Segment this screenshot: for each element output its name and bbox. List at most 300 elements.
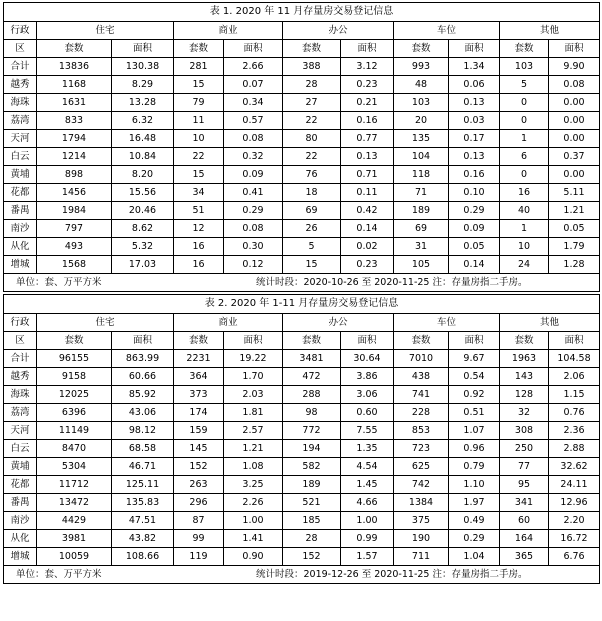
area-cell: 0.51 (449, 404, 500, 422)
area-cell: 1.81 (224, 404, 283, 422)
area-cell: 1.35 (341, 440, 394, 458)
area-cell: 2.88 (549, 440, 600, 458)
area-cell: 0.12 (224, 256, 283, 274)
district-header: 区 (4, 332, 37, 350)
area-cell: 0.71 (341, 166, 394, 184)
district-name: 从化 (4, 530, 37, 548)
table-row (4, 166, 600, 184)
count-cell: 194 (283, 440, 341, 458)
count-cell: 16 (174, 238, 224, 256)
count-cell: 103 (500, 58, 549, 76)
sub-header: 套数 (174, 332, 224, 350)
table-row (4, 94, 600, 112)
sub-header: 套数 (37, 40, 112, 58)
district-name: 天河 (4, 130, 37, 148)
area-cell: 0.10 (449, 184, 500, 202)
count-cell: 493 (37, 238, 112, 256)
area-cell: 0.02 (341, 238, 394, 256)
area-cell: 0.14 (341, 220, 394, 238)
count-cell: 0 (500, 166, 549, 184)
count-cell: 28 (283, 530, 341, 548)
area-cell: 1.00 (224, 512, 283, 530)
area-cell: 863.99 (112, 350, 174, 368)
count-cell: 250 (500, 440, 549, 458)
area-cell: 1.21 (549, 202, 600, 220)
area-cell: 5.11 (549, 184, 600, 202)
count-cell: 281 (174, 58, 224, 76)
category-header: 其他 (500, 314, 600, 332)
count-cell: 80 (283, 130, 341, 148)
area-cell: 1.04 (449, 548, 500, 566)
count-cell: 15 (283, 256, 341, 274)
area-cell: 0.17 (449, 130, 500, 148)
area-cell: 0.11 (341, 184, 394, 202)
area-cell: 1.08 (224, 458, 283, 476)
area-cell: 98.12 (112, 422, 174, 440)
area-cell: 0.13 (449, 94, 500, 112)
count-cell: 79 (174, 94, 224, 112)
category-header: 住宅 (37, 314, 174, 332)
area-cell: 0.13 (341, 148, 394, 166)
unit-note: 单位：套、万平方米 (16, 569, 102, 580)
area-cell: 7.55 (341, 422, 394, 440)
count-cell: 16 (174, 256, 224, 274)
area-cell: 0.99 (341, 530, 394, 548)
area-cell: 0.16 (341, 112, 394, 130)
district-name: 天河 (4, 422, 37, 440)
district-name: 白云 (4, 440, 37, 458)
sub-header: 面积 (549, 332, 600, 350)
area-cell: 1.79 (549, 238, 600, 256)
count-cell: 228 (394, 404, 449, 422)
area-cell: 0.42 (341, 202, 394, 220)
count-cell: 103 (394, 94, 449, 112)
count-cell: 365 (500, 548, 549, 566)
table-row (4, 350, 600, 368)
district-name: 增城 (4, 548, 37, 566)
sub-header: 套数 (283, 40, 341, 58)
table-title: 表 1. 2020 年 11 月存量房交易登记信息 (4, 3, 600, 22)
area-cell: 19.22 (224, 350, 283, 368)
area-cell: 0.32 (224, 148, 283, 166)
count-cell: 22 (283, 148, 341, 166)
area-cell: 130.38 (112, 58, 174, 76)
sub-header: 面积 (341, 40, 394, 58)
area-cell: 0.54 (449, 368, 500, 386)
category-header: 办公 (283, 22, 394, 40)
area-cell: 0.06 (449, 76, 500, 94)
count-cell: 6396 (37, 404, 112, 422)
table-row (4, 238, 600, 256)
district-name: 合计 (4, 58, 37, 76)
category-header: 办公 (283, 314, 394, 332)
area-cell: 0.77 (341, 130, 394, 148)
count-cell: 10059 (37, 548, 112, 566)
count-cell: 76 (283, 166, 341, 184)
count-cell: 898 (37, 166, 112, 184)
area-cell: 1.07 (449, 422, 500, 440)
area-cell: 0.49 (449, 512, 500, 530)
area-cell: 16.72 (549, 530, 600, 548)
area-cell: 1.21 (224, 440, 283, 458)
count-cell: 22 (174, 148, 224, 166)
count-cell: 341 (500, 494, 549, 512)
count-cell: 993 (394, 58, 449, 76)
count-cell: 12 (174, 220, 224, 238)
count-cell: 1794 (37, 130, 112, 148)
count-cell: 71 (394, 184, 449, 202)
sub-header: 套数 (283, 332, 341, 350)
count-cell: 772 (283, 422, 341, 440)
count-cell: 0 (500, 112, 549, 130)
count-cell: 12025 (37, 386, 112, 404)
count-cell: 40 (500, 202, 549, 220)
area-cell: 32.62 (549, 458, 600, 476)
table-row (4, 112, 600, 130)
district-name: 黄埔 (4, 166, 37, 184)
district-name: 南沙 (4, 512, 37, 530)
area-cell: 0.05 (449, 238, 500, 256)
area-cell: 5.32 (112, 238, 174, 256)
table-row (4, 130, 600, 148)
count-cell: 1963 (500, 350, 549, 368)
count-cell: 4429 (37, 512, 112, 530)
area-cell: 0.37 (549, 148, 600, 166)
area-cell: 20.46 (112, 202, 174, 220)
area-cell: 2.26 (224, 494, 283, 512)
area-cell: 1.34 (449, 58, 500, 76)
area-cell: 0.00 (549, 94, 600, 112)
table-row (4, 422, 600, 440)
count-cell: 48 (394, 76, 449, 94)
category-header: 商业 (174, 22, 283, 40)
count-cell: 98 (283, 404, 341, 422)
sub-header: 面积 (112, 40, 174, 58)
category-header: 其他 (500, 22, 600, 40)
count-cell: 60 (500, 512, 549, 530)
table-row (4, 440, 600, 458)
area-cell: 135.83 (112, 494, 174, 512)
count-cell: 15 (174, 166, 224, 184)
count-cell: 15 (174, 76, 224, 94)
count-cell: 13836 (37, 58, 112, 76)
count-cell: 95 (500, 476, 549, 494)
count-cell: 5 (500, 76, 549, 94)
table-footnote (4, 274, 600, 292)
area-cell: 68.58 (112, 440, 174, 458)
area-cell: 3.86 (341, 368, 394, 386)
district-header: 行政 (4, 314, 37, 332)
count-cell: 27 (283, 94, 341, 112)
count-cell: 5 (283, 238, 341, 256)
table-row (4, 512, 600, 530)
sub-header: 面积 (224, 332, 283, 350)
area-cell: 17.03 (112, 256, 174, 274)
area-cell: 4.66 (341, 494, 394, 512)
district-name: 南沙 (4, 220, 37, 238)
district-name: 合计 (4, 350, 37, 368)
count-cell: 99 (174, 530, 224, 548)
count-cell: 24 (500, 256, 549, 274)
area-cell: 0.57 (224, 112, 283, 130)
table-row (4, 368, 600, 386)
area-cell: 60.66 (112, 368, 174, 386)
area-cell: 0.08 (549, 76, 600, 94)
area-cell: 6.76 (549, 548, 600, 566)
area-cell: 10.84 (112, 148, 174, 166)
count-cell: 190 (394, 530, 449, 548)
area-cell: 8.20 (112, 166, 174, 184)
area-cell: 1.45 (341, 476, 394, 494)
count-cell: 308 (500, 422, 549, 440)
count-cell: 164 (500, 530, 549, 548)
category-header: 车位 (394, 314, 500, 332)
table-row (4, 148, 600, 166)
area-cell: 43.06 (112, 404, 174, 422)
area-cell: 2.57 (224, 422, 283, 440)
count-cell: 10 (174, 130, 224, 148)
area-cell: 0.29 (224, 202, 283, 220)
area-cell: 0.08 (224, 220, 283, 238)
table-row (4, 476, 600, 494)
count-cell: 288 (283, 386, 341, 404)
count-cell: 6 (500, 148, 549, 166)
area-cell: 1.28 (549, 256, 600, 274)
table-1 (3, 2, 600, 292)
area-cell: 0.90 (224, 548, 283, 566)
district-name: 海珠 (4, 94, 37, 112)
area-cell: 30.64 (341, 350, 394, 368)
area-cell: 0.00 (549, 166, 600, 184)
area-cell: 0.29 (449, 530, 500, 548)
district-name: 花都 (4, 184, 37, 202)
count-cell: 13472 (37, 494, 112, 512)
area-cell: 0.03 (449, 112, 500, 130)
document (3, 2, 599, 584)
area-cell: 0.34 (224, 94, 283, 112)
area-cell: 1.41 (224, 530, 283, 548)
count-cell: 174 (174, 404, 224, 422)
count-cell: 373 (174, 386, 224, 404)
count-cell: 189 (283, 476, 341, 494)
area-cell: 9.67 (449, 350, 500, 368)
count-cell: 741 (394, 386, 449, 404)
count-cell: 1984 (37, 202, 112, 220)
count-cell: 128 (500, 386, 549, 404)
count-cell: 11 (174, 112, 224, 130)
area-cell: 0.21 (341, 94, 394, 112)
district-name: 黄埔 (4, 458, 37, 476)
count-cell: 145 (174, 440, 224, 458)
table-row (4, 404, 600, 422)
area-cell: 46.71 (112, 458, 174, 476)
area-cell: 0.30 (224, 238, 283, 256)
count-cell: 87 (174, 512, 224, 530)
district-name: 越秀 (4, 368, 37, 386)
period-note: 统计时段：2019-12-26 至 2020-11-25 注：存量房指二手房。 (256, 569, 528, 580)
table-row (4, 184, 600, 202)
district-name: 海珠 (4, 386, 37, 404)
table-row (4, 386, 600, 404)
district-name: 荔湾 (4, 404, 37, 422)
count-cell: 34 (174, 184, 224, 202)
count-cell: 143 (500, 368, 549, 386)
area-cell: 0.23 (341, 76, 394, 94)
count-cell: 1168 (37, 76, 112, 94)
count-cell: 159 (174, 422, 224, 440)
district-name: 番禺 (4, 494, 37, 512)
count-cell: 152 (174, 458, 224, 476)
unit-note: 单位：套、万平方米 (16, 277, 102, 288)
area-cell: 1.70 (224, 368, 283, 386)
area-cell: 0.29 (449, 202, 500, 220)
area-cell: 0.00 (549, 112, 600, 130)
area-cell: 9.90 (549, 58, 600, 76)
district-header: 区 (4, 40, 37, 58)
count-cell: 118 (394, 166, 449, 184)
table-footnote (4, 566, 600, 584)
sub-header: 面积 (449, 40, 500, 58)
area-cell: 8.29 (112, 76, 174, 94)
district-name: 从化 (4, 238, 37, 256)
area-cell: 1.10 (449, 476, 500, 494)
table-row (4, 494, 600, 512)
area-cell: 2.20 (549, 512, 600, 530)
area-cell: 2.66 (224, 58, 283, 76)
count-cell: 69 (283, 202, 341, 220)
count-cell: 364 (174, 368, 224, 386)
area-cell: 0.14 (449, 256, 500, 274)
category-header: 住宅 (37, 22, 174, 40)
count-cell: 742 (394, 476, 449, 494)
area-cell: 13.28 (112, 94, 174, 112)
count-cell: 22 (283, 112, 341, 130)
count-cell: 18 (283, 184, 341, 202)
count-cell: 11712 (37, 476, 112, 494)
count-cell: 388 (283, 58, 341, 76)
sub-header: 面积 (449, 332, 500, 350)
count-cell: 51 (174, 202, 224, 220)
table-row (4, 530, 600, 548)
area-cell: 0.00 (549, 130, 600, 148)
table-row (4, 58, 600, 76)
count-cell: 625 (394, 458, 449, 476)
count-cell: 1 (500, 220, 549, 238)
count-cell: 26 (283, 220, 341, 238)
count-cell: 438 (394, 368, 449, 386)
district-name: 番禺 (4, 202, 37, 220)
category-header: 车位 (394, 22, 500, 40)
period-note: 统计时段：2020-10-26 至 2020-11-25 注：存量房指二手房。 (256, 277, 528, 288)
area-cell: 0.96 (449, 440, 500, 458)
district-name: 增城 (4, 256, 37, 274)
sub-header: 面积 (341, 332, 394, 350)
sub-header: 面积 (112, 332, 174, 350)
count-cell: 1384 (394, 494, 449, 512)
count-cell: 135 (394, 130, 449, 148)
count-cell: 77 (500, 458, 549, 476)
area-cell: 8.62 (112, 220, 174, 238)
count-cell: 185 (283, 512, 341, 530)
table-2 (3, 294, 600, 584)
count-cell: 11149 (37, 422, 112, 440)
count-cell: 16 (500, 184, 549, 202)
district-name: 花都 (4, 476, 37, 494)
count-cell: 1568 (37, 256, 112, 274)
area-cell: 0.08 (224, 130, 283, 148)
count-cell: 1631 (37, 94, 112, 112)
area-cell: 0.07 (224, 76, 283, 94)
area-cell: 47.51 (112, 512, 174, 530)
count-cell: 3481 (283, 350, 341, 368)
district-name: 越秀 (4, 76, 37, 94)
count-cell: 20 (394, 112, 449, 130)
area-cell: 15.56 (112, 184, 174, 202)
count-cell: 69 (394, 220, 449, 238)
sub-header: 套数 (394, 40, 449, 58)
table-row (4, 76, 600, 94)
sub-header: 套数 (500, 332, 549, 350)
count-cell: 375 (394, 512, 449, 530)
district-header: 行政 (4, 22, 37, 40)
sub-header: 面积 (224, 40, 283, 58)
area-cell: 0.92 (449, 386, 500, 404)
area-cell: 0.60 (341, 404, 394, 422)
count-cell: 28 (283, 76, 341, 94)
count-cell: 96155 (37, 350, 112, 368)
count-cell: 853 (394, 422, 449, 440)
area-cell: 0.23 (341, 256, 394, 274)
sub-header: 套数 (500, 40, 549, 58)
area-cell: 12.96 (549, 494, 600, 512)
count-cell: 10 (500, 238, 549, 256)
table-row (4, 256, 600, 274)
table-row (4, 202, 600, 220)
count-cell: 582 (283, 458, 341, 476)
area-cell: 1.00 (341, 512, 394, 530)
count-cell: 521 (283, 494, 341, 512)
area-cell: 2.36 (549, 422, 600, 440)
area-cell: 0.05 (549, 220, 600, 238)
count-cell: 5304 (37, 458, 112, 476)
count-cell: 105 (394, 256, 449, 274)
area-cell: 3.12 (341, 58, 394, 76)
count-cell: 797 (37, 220, 112, 238)
district-name: 白云 (4, 148, 37, 166)
district-name: 荔湾 (4, 112, 37, 130)
count-cell: 263 (174, 476, 224, 494)
count-cell: 7010 (394, 350, 449, 368)
area-cell: 0.09 (449, 220, 500, 238)
table-row (4, 220, 600, 238)
count-cell: 472 (283, 368, 341, 386)
area-cell: 3.06 (341, 386, 394, 404)
table-title: 表 2. 2020 年 1-11 月存量房交易登记信息 (4, 295, 600, 314)
area-cell: 0.09 (224, 166, 283, 184)
sub-header: 套数 (174, 40, 224, 58)
area-cell: 1.57 (341, 548, 394, 566)
count-cell: 711 (394, 548, 449, 566)
area-cell: 24.11 (549, 476, 600, 494)
count-cell: 152 (283, 548, 341, 566)
count-cell: 0 (500, 94, 549, 112)
area-cell: 108.66 (112, 548, 174, 566)
area-cell: 6.32 (112, 112, 174, 130)
count-cell: 723 (394, 440, 449, 458)
count-cell: 296 (174, 494, 224, 512)
count-cell: 8470 (37, 440, 112, 458)
count-cell: 9158 (37, 368, 112, 386)
